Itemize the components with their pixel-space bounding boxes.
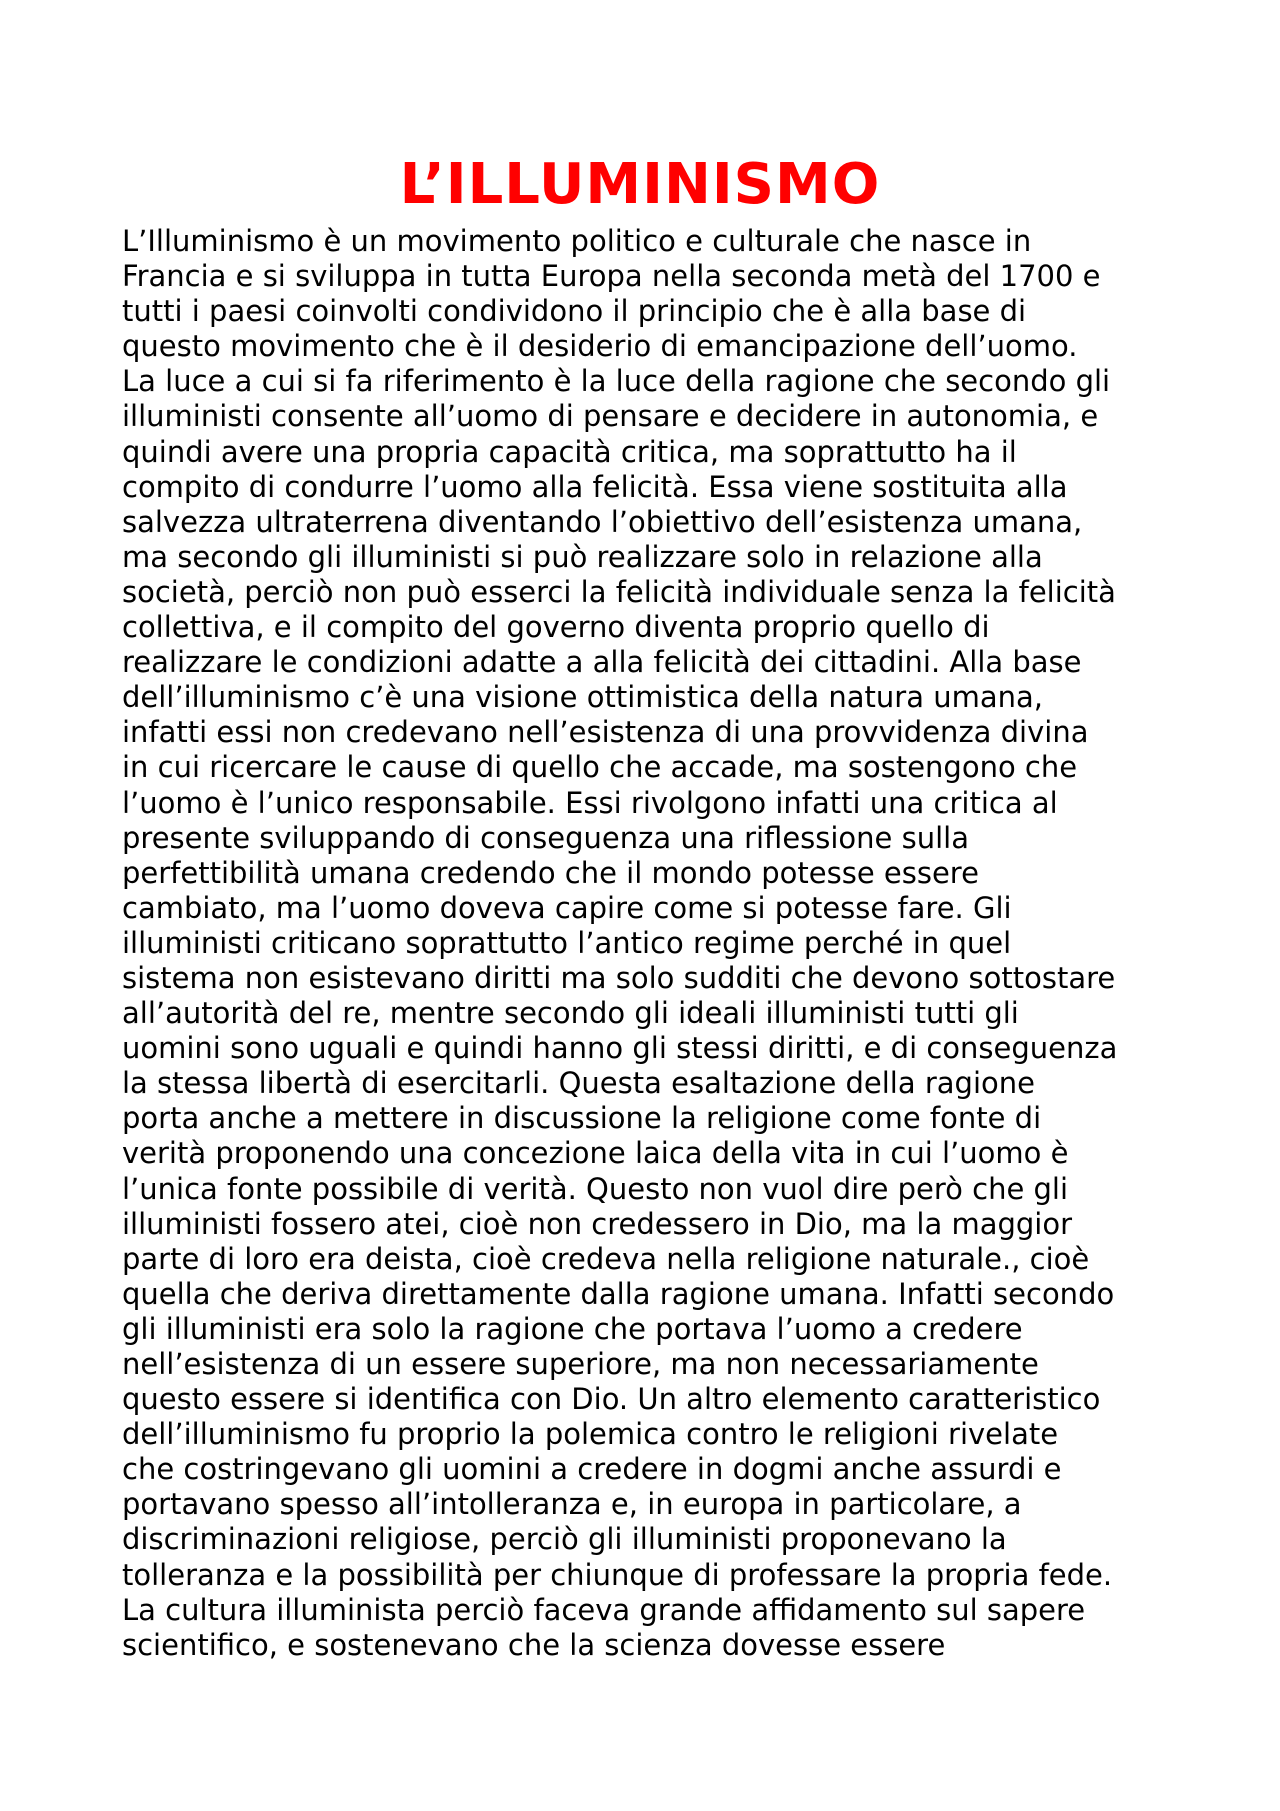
text-line: La cultura illuminista perciò faceva grande affidamento sul sapere [122, 1592, 1086, 1627]
text-line: questo movimento che è il desiderio di emancipazione dell’uomo. [122, 329, 1078, 364]
page-title: L’ILLUMINISMO [399, 152, 881, 217]
text-line: tutti i paesi coinvolti condividono il principio che è alla base di [122, 294, 1027, 329]
text-line: tolleranza e la possibilità per chiunque di professare la propria fede. [122, 1557, 1113, 1592]
text-line: che costringevano gli uomini a credere in dogmi anche assurdi e [122, 1452, 1062, 1487]
text-line: discriminazioni religiose, perciò gli illuministi proponevano la [122, 1522, 1007, 1557]
text-line: nell’esistenza di un essere superiore, ma non necessariamente [122, 1347, 1039, 1381]
text-line: salvezza ultraterrena diventando l’obiettivo dell’esistenza umana, [122, 504, 1083, 539]
text-line: perfettibilità umana credendo che il mondo potesse essere [122, 855, 979, 890]
text-line: presente sviluppando di conseguenza una riflessione sulla [122, 820, 969, 855]
text-line: sistema non esistevano diritti ma solo sudditi che devono sottostare [122, 960, 1116, 995]
text-line: l’unica fonte possibile di verità. Questo non vuol dire però che gli [122, 1171, 1069, 1206]
text-line: gli illuministi era solo la ragione che portava l’uomo a credere [122, 1311, 1023, 1346]
text-line: L’Illuminismo è un movimento politico e culturale che nasce in [122, 224, 1032, 258]
text-line: scientifico, e sostenevano che la scienza dovesse essere [122, 1627, 946, 1662]
text-line: la stessa libertà di esercitarli. Questa esaltazione della ragione [122, 1066, 1035, 1101]
text-line: quindi avere una propria capacità critica, ma soprattutto ha il [122, 434, 1017, 469]
text-line: quella che deriva direttamente dalla ragione umana. Infatti secondo [122, 1276, 1115, 1311]
text-line: cambiato, ma l’uomo doveva capire come si potesse fare. Gli [122, 890, 1012, 925]
text-line: all’autorità del re, mentre secondo gli ideali illuministi tutti gli [122, 996, 1019, 1031]
text-line: in cui ricercare le cause di quello che accade, ma sostengono che [122, 750, 1078, 785]
body-paragraph [122, 224, 1202, 1663]
text-line: questo essere si identifica con Dio. Un altro elemento caratteristico [122, 1382, 1101, 1417]
text-line: l’uomo è l’unico responsabile. Essi rivolgono infatti una critica al [122, 785, 1058, 820]
text-line: compito di condurre l’uomo alla felicità. Essa viene sostituita alla [122, 469, 1068, 504]
text-line: infatti essi non credevano nell’esistenza di una provvidenza divina [122, 715, 1089, 750]
text-line: portavano spesso all’intolleranza e, in europa in particolare, a [122, 1487, 1022, 1522]
text-line: verità proponendo una concezione laica della vita in cui l’uomo è [122, 1136, 1069, 1171]
text-line: La luce a cui si fa riferimento è la luce della ragione che secondo gli [122, 364, 1111, 399]
text-line: società, perciò non può esserci la felicità individuale senza la felicità [122, 574, 1116, 609]
text-line: collettiva, e il compito del governo diventa proprio quello di [122, 610, 990, 645]
text-line: illuministi criticano soprattutto l’antico regime perché in quel [122, 925, 1012, 960]
text-line: ma secondo gli illuministi si può realizzare solo in relazione alla [122, 539, 1043, 574]
text-line: parte di loro era deista, cioè credeva nella religione naturale., cioè [122, 1241, 1090, 1276]
text-line: uomini sono uguali e quindi hanno gli stessi diritti, e di conseguenza [122, 1031, 1118, 1066]
text-line: illuministi fossero atei, cioè non credessero in Dio, ma la maggior [122, 1206, 1073, 1241]
text-line: illuministi consente all’uomo di pensare e decidere in autonomia, e [122, 399, 1099, 434]
text-line: dell’illuminismo fu proprio la polemica contro le religioni rivelate [122, 1417, 1059, 1452]
text-line: dell’illuminismo c’è una visione ottimistica della natura umana, [122, 680, 1043, 715]
text-line: porta anche a mettere in discussione la religione come fonte di [122, 1101, 1042, 1136]
text-line: realizzare le condizioni adatte a alla felicità dei cittadini. Alla base [122, 645, 1082, 680]
text-line: Francia e si sviluppa in tutta Europa nella seconda metà del 1700 e [122, 259, 1101, 294]
